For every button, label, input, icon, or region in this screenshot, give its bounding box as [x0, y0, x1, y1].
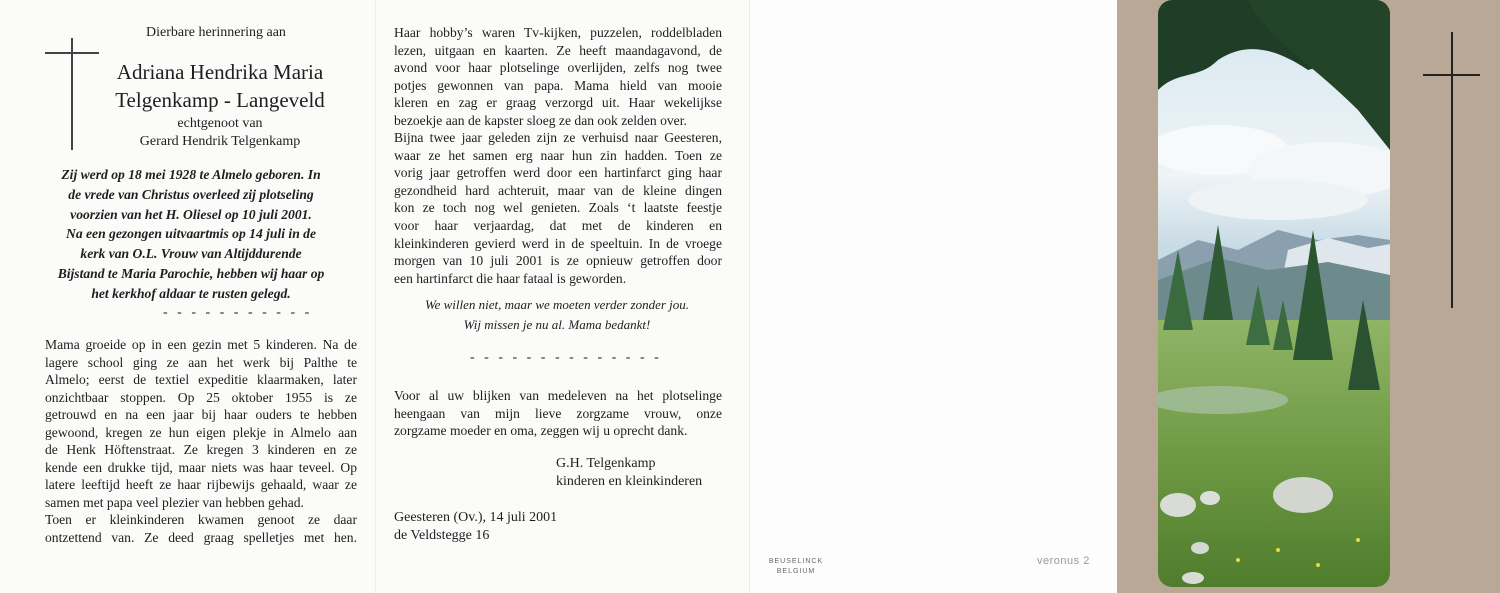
text-line: gezondheid hard achteruit, maar van de kleine dingen [394, 182, 722, 198]
text-line: een hartinfarct die haar fataal is geworden. [394, 270, 627, 286]
text-line: morgen van 10 juli 2001 is ze opnieuw getroffen door [394, 253, 722, 269]
text-line: Voor al uw blijken van medeleven na het plotselinge [394, 388, 722, 403]
section-divider: - - - - - - - - - - - [163, 305, 313, 320]
text-line: onzichtbaar stoppen. Op 25 oktober 1955 is ze [45, 389, 357, 405]
text-line: lagere school ging ze aan het werk bij Palthe te [45, 354, 357, 370]
biography-text [45, 336, 357, 547]
text-line: zorgzame moeder en oma, zeggen wij u oprecht dank. [394, 423, 688, 439]
text-line: latere leeftijd heeft ze haar rijbewijs gehaald, waar ze [45, 477, 357, 493]
spouse-name: Gerard Hendrik Telgenkamp [139, 134, 301, 149]
farewell-quote-line1: We willen niet, maar we moeten verder zonder jou. [424, 297, 690, 312]
hobbies-text [394, 24, 722, 287]
text-line: vorig jaar getroffen werd door een hartinfarct ging haar [394, 165, 722, 181]
farewell-quote-line2: Wij missen je nu al. Mama bedankt! [463, 317, 651, 332]
text-line: kleinkinderen gevierd werd in de speeltuin. In de vroege [394, 235, 722, 251]
italic-line: de vrede van Christus overleed zij plotseling [68, 186, 314, 202]
intro-text: Dierbare herinnering aan [146, 25, 286, 40]
printer-logo [766, 557, 826, 577]
text-line: kleren en zag er graag verzorgd uit. Haar wekelijkse [394, 95, 722, 111]
deceased-name-line2: Telgenkamp - Langeveld [115, 88, 325, 112]
card-model-code: veronus 2 [1037, 555, 1090, 567]
text-line: heengaan van mijn lieve zorgzame vrouw, onze [394, 405, 722, 421]
text-line: potjes gewonnen van papa. Mama hield van mooie [394, 77, 722, 93]
italic-line: Zij werd op 18 mei 1928 te Almelo geboren. In [61, 167, 321, 182]
text-line: Almelo; eerst de textiel expeditie klaarmaken, later [45, 372, 357, 388]
text-line: gewoond, kregen ze hun eigen plekje in Almelo aan [45, 424, 357, 440]
text-line: Toen er kleinkinderen kwamen genoot ze daar [45, 512, 357, 528]
text-line: de Henk Höftenstraat. Ze kregen 3 kinderen en ze [45, 442, 357, 458]
printer-country: BELGIUM [776, 568, 816, 575]
italic-line: kerk van O.L. Vrouw van Altijddurende [80, 246, 302, 262]
place-date: Geesteren (Ov.), 14 juli 2001 [394, 510, 558, 525]
thanks-text [394, 387, 722, 440]
text-line: kon ze toch nog wel genieten. Zoals ‘t laatste feestje [394, 200, 722, 216]
text-line: voor haar verjaardag, dat met de kinderen en [394, 218, 722, 234]
alpine-landscape-photo [1158, 0, 1390, 587]
italic-line: Na een gezongen uitvaartmis op 14 juli in de [66, 226, 316, 242]
text-line: kende een drukke tijd, maar niets was haar teveel. Op [45, 459, 357, 475]
text-line: lezen, uitgaan en kaarten. Ze heeft maandagavond, de [394, 42, 722, 58]
signature-name: G.H. Telgenkamp [556, 456, 656, 471]
text-line: ontzettend van. Ze deed graag spelletjes met hen. [45, 530, 357, 546]
text-line: Bijna twee jaar geleden zijn ze verhuisd naar Geesteren, [394, 130, 722, 146]
text-line: waar ze het samen erg naar hun zin hadden. Toen ze [394, 147, 722, 163]
text-line: samen met papa veel plezier van hebben gehad. [45, 494, 304, 510]
text-line: bezoekje aan de kapster sloeg ze dan ook zelden over. [394, 112, 687, 128]
deceased-name-line1: Adriana Hendrika Maria [116, 60, 324, 84]
spouse-label: echtgenoot van [177, 116, 263, 131]
italic-line: Bijstand te Maria Parochie, hebben wij haar op [57, 265, 325, 281]
landscape-illustration [1158, 0, 1390, 587]
text-line: Mama groeide op in een gezin met 5 kinderen. Na de [45, 337, 357, 352]
signature-family: kinderen en kleinkinderen [556, 474, 703, 489]
biography-italic [41, 165, 341, 304]
section-divider: - - - - - - - - - - - - - - [470, 350, 662, 365]
printer-name: BEUSELINCK [768, 558, 824, 565]
text-line: avond voor haar plotselinge overlijden, zelfs nog twee [394, 60, 722, 76]
address: de Veldstegge 16 [394, 528, 490, 543]
fold-line [749, 0, 750, 593]
back-panel [749, 0, 1117, 593]
text-line: getrouwd en na een jaar bij haar ouders te hebben [45, 407, 357, 423]
text-line: Haar hobby’s waren Tv-kijken, puzzelen, roddelbladen [394, 25, 722, 40]
italic-line: voorzien van het H. Oliesel op 10 juli 2001. [70, 206, 312, 222]
italic-line: het kerkhof aldaar te rusten gelegd. [91, 285, 291, 301]
